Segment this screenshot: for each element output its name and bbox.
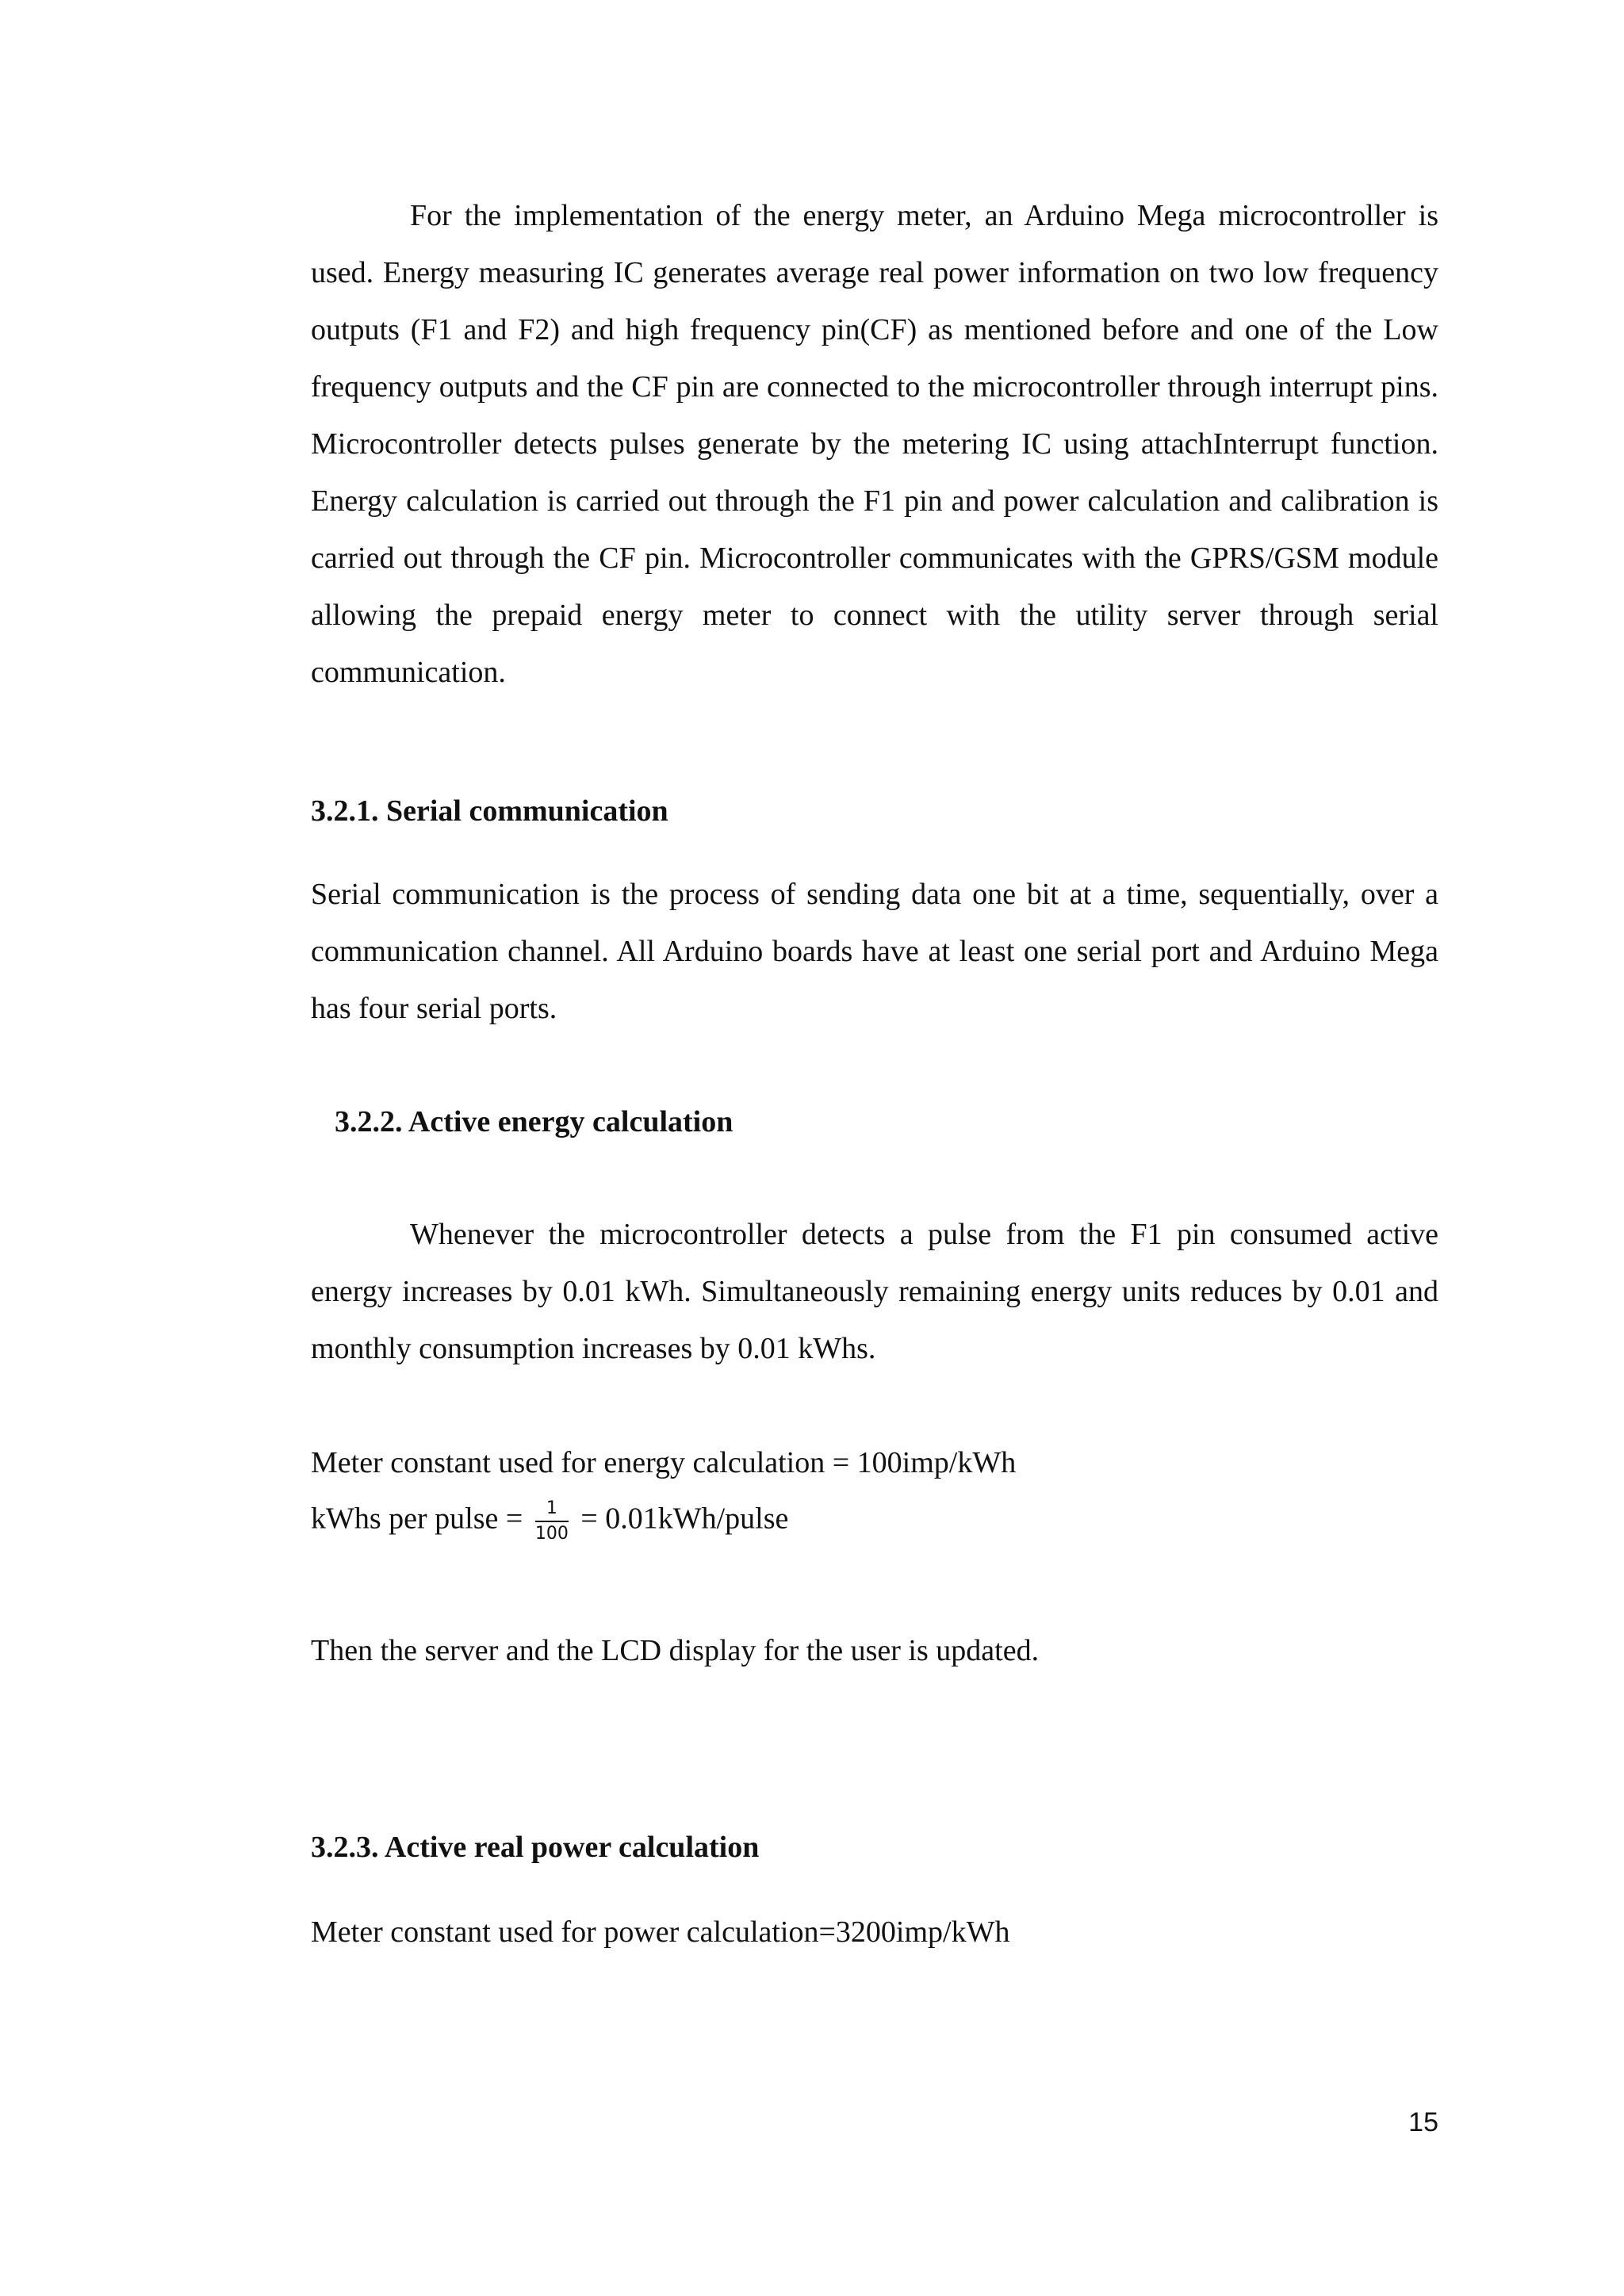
equation-suffix: = 0.01kWh/pulse [580, 1502, 789, 1536]
intro-paragraph: For the implementation of the energy meter, an Arduino Mega microcontroller is used. Energy measuring IC generates average real power information on two low frequency outputs (F1 and F2) and high frequency pin(CF) as mentioned before and one of the Low frequency outputs and the CF pin are connected to the microcontroller through interrupt pins. Microcontroller detects pulses generate by the metering IC using attachInterrupt function. Energy calculation is carried out through the F1 pin and power calculation and calibration is carried out through the CF pin. Microcontroller communicates with the GPRS/GSM module allowing the prepaid energy meter to connect with the utility server through serial communication. [311, 199, 1438, 689]
serial-paragraph: Serial communication is the process of sending data one bit at a time, sequentially, over a communication channel. All Arduino boards have at least one serial port and Arduino Mega has four serial ports. [311, 878, 1438, 1025]
meter-constant-energy: Meter constant used for energy calculation = 100imp/kWh [311, 1446, 1017, 1479]
active-energy-paragraph: Whenever the microcontroller detects a pulse from the F1 pin consumed active energy increases by 0.01 kWh. Simultaneously remaining energy units reduces by 0.01 and monthly consumption increases by 0.01 kWhs. [311, 1218, 1438, 1365]
heading-active-energy: 3.2.2. Active energy calculation [335, 1105, 733, 1138]
serial-paragraph-block [311, 866, 1438, 1037]
section-3-2-1 [311, 787, 1438, 835]
fraction-numerator: 1 [535, 1498, 569, 1522]
kwh-per-pulse-equation [311, 1498, 788, 1544]
section-3-2-3 [311, 1823, 1438, 1871]
update-sentence: Then the server and the LCD display for the user is updated. [311, 1634, 1040, 1667]
intro-paragraph-block [311, 187, 1438, 701]
fraction [535, 1498, 569, 1544]
equation-prefix: kWhs per pulse = [311, 1502, 523, 1536]
meter-constant-power: Meter constant used for power calculation=3200imp/kWh [311, 1915, 1010, 1949]
active-energy-paragraph-block [311, 1206, 1438, 1377]
section-3-2-2 [335, 1098, 1462, 1146]
page-number: 15 [1408, 2107, 1438, 2137]
fraction-denominator: 100 [534, 1524, 569, 1544]
heading-serial-communication: 3.2.1. Serial communication [311, 794, 668, 828]
heading-active-real-power: 3.2.3. Active real power calculation [311, 1831, 760, 1864]
